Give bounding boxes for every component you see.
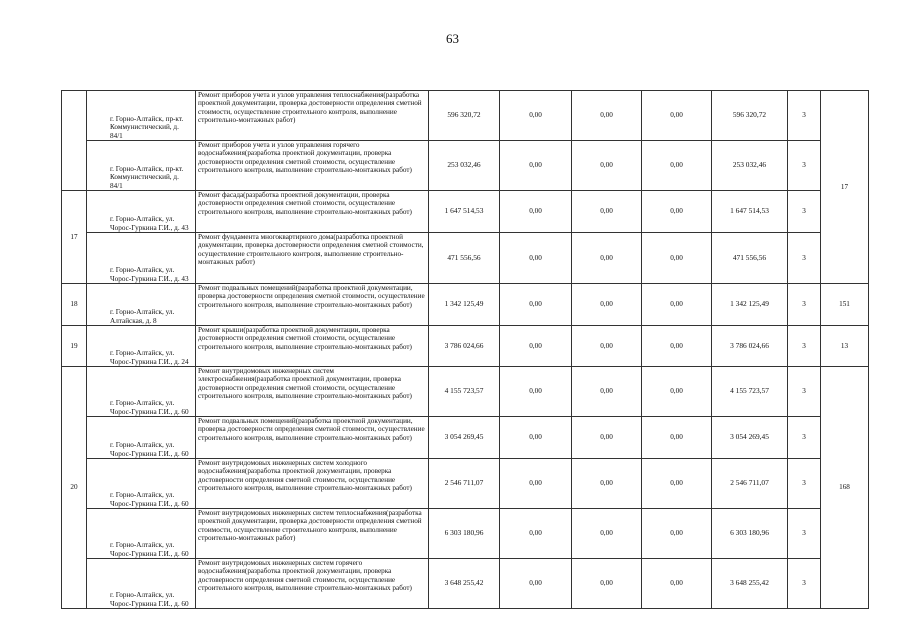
total-cell: 596 320,72 [712, 91, 788, 141]
amount-cell: 0,00 [642, 326, 712, 367]
amount-cell: 0,00 [500, 459, 572, 509]
amount-cell: 0,00 [572, 326, 642, 367]
page-number: 63 [446, 31, 459, 46]
amount-cell: 0,00 [642, 284, 712, 326]
table-row [62, 459, 869, 509]
work-description-cell: Ремонт внутридомовых инженерных систем горячего водоснабжения(разработка проектной документации, проверка достоверности определения сметной стоимости, осуществление строительного контроля, выполнение строительно-монтажных работ) [196, 559, 429, 609]
period-cell: 3 [788, 191, 821, 233]
amount-cell: 0,00 [500, 233, 572, 284]
address-cell: г. Горно-Алтайск, ул. Алтайская, д. 8 [87, 284, 196, 326]
amount-cell: 0,00 [500, 326, 572, 367]
work-description-cell: Ремонт внутридомовых инженерных систем холодного водоснабжения(разработка проектной документации, проверка достоверности определения сметной стоимости, осуществление строительного контроля, выполнение строительно-монтажных работ) [196, 459, 429, 509]
address-cell: г. Горно-Алтайск, ул. Чорос-Гуркина Г.И., д. 60 [87, 509, 196, 559]
table-row [62, 326, 869, 367]
last-column-cell: 13 [821, 326, 869, 367]
amount-cell: 0,00 [642, 191, 712, 233]
row-index-cell: 18 [62, 284, 87, 326]
address-cell: г. Горно-Алтайск, ул. Чорос-Гуркина Г.И., д. 60 [87, 367, 196, 417]
amount-cell: 0,00 [572, 191, 642, 233]
table-row [62, 559, 869, 609]
amount-cell: 0,00 [642, 233, 712, 284]
address-cell: г. Горно-Алтайск, ул. Чорос-Гуркина Г.И., д. 60 [87, 559, 196, 609]
amount-cell: 0,00 [572, 141, 642, 191]
row-index-cell: 19 [62, 326, 87, 367]
address-cell: г. Горно-Алтайск, ул. Чорос-Гуркина Г.И., д. 43 [87, 191, 196, 233]
cost-cell: 1 342 125,49 [429, 284, 500, 326]
period-cell: 3 [788, 367, 821, 417]
table-row [62, 509, 869, 559]
row-index-cell [62, 91, 87, 191]
amount-cell: 0,00 [572, 417, 642, 459]
total-cell: 1 647 514,53 [712, 191, 788, 233]
work-description-cell: Ремонт фасада(разработка проектной документации, проверка достоверности определения сметной стоимости, осуществление строительного контроля, выполнение строительно-монтажных работ) [196, 191, 429, 233]
total-cell: 2 546 711,07 [712, 459, 788, 509]
last-column-cell: 168 [821, 367, 869, 609]
total-cell: 6 303 180,96 [712, 509, 788, 559]
period-cell: 3 [788, 233, 821, 284]
amount-cell: 0,00 [642, 459, 712, 509]
total-cell: 471 556,56 [712, 233, 788, 284]
table-row [62, 91, 869, 141]
total-cell: 3 648 255,42 [712, 559, 788, 609]
cost-cell: 1 647 514,53 [429, 191, 500, 233]
cost-cell: 6 303 180,96 [429, 509, 500, 559]
amount-cell: 0,00 [642, 417, 712, 459]
work-description-cell: Ремонт внутридомовых инженерных систем электроснабжения(разработка проектной документации, проверка достоверности определения сметной стоимости, осуществление строительного контроля, выполнение строительно-монтажных работ) [196, 367, 429, 417]
last-column-cell: 17 [821, 91, 869, 284]
amount-cell: 0,00 [572, 509, 642, 559]
period-cell: 3 [788, 559, 821, 609]
amount-cell: 0,00 [500, 191, 572, 233]
work-description-cell: Ремонт приборов учета и узлов управления теплоснабжения(разработка проектной документации, проверка достоверности определения сметной стоимости, осуществление строительного контроля, выполнение строительно-монтажных работ) [196, 91, 429, 141]
cost-cell: 3 648 255,42 [429, 559, 500, 609]
work-description-cell: Ремонт крыши(разработка проектной документации, проверка достоверности определения сметной стоимости, осуществление строительного контроля, выполнение строительно-монтажных работ) [196, 326, 429, 367]
amount-cell: 0,00 [500, 367, 572, 417]
total-cell: 253 032,46 [712, 141, 788, 191]
table-row [62, 141, 869, 191]
period-cell: 3 [788, 459, 821, 509]
cost-cell: 253 032,46 [429, 141, 500, 191]
work-description-cell: Ремонт внутридомовых инженерных систем теплоснабжения(разработка проектной документации, проверка достоверности определения сметной стоимости, осуществление строительного контроля, выполнение строительно-монтажных работ) [196, 509, 429, 559]
amount-cell: 0,00 [572, 559, 642, 609]
amount-cell: 0,00 [642, 509, 712, 559]
total-cell: 1 342 125,49 [712, 284, 788, 326]
total-cell: 3 054 269,45 [712, 417, 788, 459]
work-description-cell: Ремонт приборов учета и узлов управления горячего водоснабжения(разработка проектной документации, проверка достоверности определения сметной стоимости, осуществление строительного контроля, выполнение строительно-монтажных работ) [196, 141, 429, 191]
amount-cell: 0,00 [500, 559, 572, 609]
cost-cell: 596 320,72 [429, 91, 500, 141]
period-cell: 3 [788, 509, 821, 559]
cost-cell: 2 546 711,07 [429, 459, 500, 509]
row-index-cell: 17 [62, 191, 87, 284]
work-description-cell: Ремонт подвальных помещений(разработка проектной документации, проверка достоверности определения сметной стоимости, осуществление строительного контроля, выполнение строительно-монтажных работ) [196, 284, 429, 326]
amount-cell: 0,00 [500, 91, 572, 141]
address-cell: г. Горно-Алтайск, ул. Чорос-Гуркина Г.И., д. 60 [87, 417, 196, 459]
work-description-cell: Ремонт фундамента многоквартирного дома(разработка проектной документации, проверка достоверности определения сметной стоимости, осуществление строительного контроля, выполнение строительно-монтажных работ) [196, 233, 429, 284]
cost-cell: 4 155 723,57 [429, 367, 500, 417]
table-row [62, 367, 869, 417]
amount-cell: 0,00 [500, 417, 572, 459]
table-row [62, 417, 869, 459]
period-cell: 3 [788, 284, 821, 326]
period-cell: 3 [788, 141, 821, 191]
total-cell: 3 786 024,66 [712, 326, 788, 367]
address-cell: г. Горно-Алтайск, ул. Чорос-Гуркина Г.И., д. 24 [87, 326, 196, 367]
amount-cell: 0,00 [642, 91, 712, 141]
amount-cell: 0,00 [500, 141, 572, 191]
period-cell: 3 [788, 91, 821, 141]
amount-cell: 0,00 [642, 367, 712, 417]
last-column-cell: 151 [821, 284, 869, 326]
total-cell: 4 155 723,57 [712, 367, 788, 417]
cost-cell: 471 556,56 [429, 233, 500, 284]
work-description-cell: Ремонт подвальных помещений(разработка проектной документации, проверка достоверности определения сметной стоимости, осуществление строительного контроля, выполнение строительно-монтажных работ) [196, 417, 429, 459]
period-cell: 3 [788, 326, 821, 367]
address-cell: г. Горно-Алтайск, ул. Чорос-Гуркина Г.И., д. 60 [87, 459, 196, 509]
table-row [62, 233, 869, 284]
table-row [62, 191, 869, 233]
amount-cell: 0,00 [572, 367, 642, 417]
amount-cell: 0,00 [642, 559, 712, 609]
amount-cell: 0,00 [500, 509, 572, 559]
capital-repair-table [61, 90, 869, 609]
period-cell: 3 [788, 417, 821, 459]
amount-cell: 0,00 [642, 141, 712, 191]
amount-cell: 0,00 [500, 284, 572, 326]
amount-cell: 0,00 [572, 284, 642, 326]
table-row [62, 284, 869, 326]
cost-cell: 3 786 024,66 [429, 326, 500, 367]
address-cell: г. Горно-Алтайск, пр-кт. Коммунистический, д. 84/1 [87, 141, 196, 191]
amount-cell: 0,00 [572, 233, 642, 284]
amount-cell: 0,00 [572, 91, 642, 141]
cost-cell: 3 054 269,45 [429, 417, 500, 459]
amount-cell: 0,00 [572, 459, 642, 509]
row-index-cell: 20 [62, 367, 87, 609]
address-cell: г. Горно-Алтайск, ул. Чорос-Гуркина Г.И., д. 43 [87, 233, 196, 284]
address-cell: г. Горно-Алтайск, пр-кт. Коммунистический, д. 84/1 [87, 91, 196, 141]
